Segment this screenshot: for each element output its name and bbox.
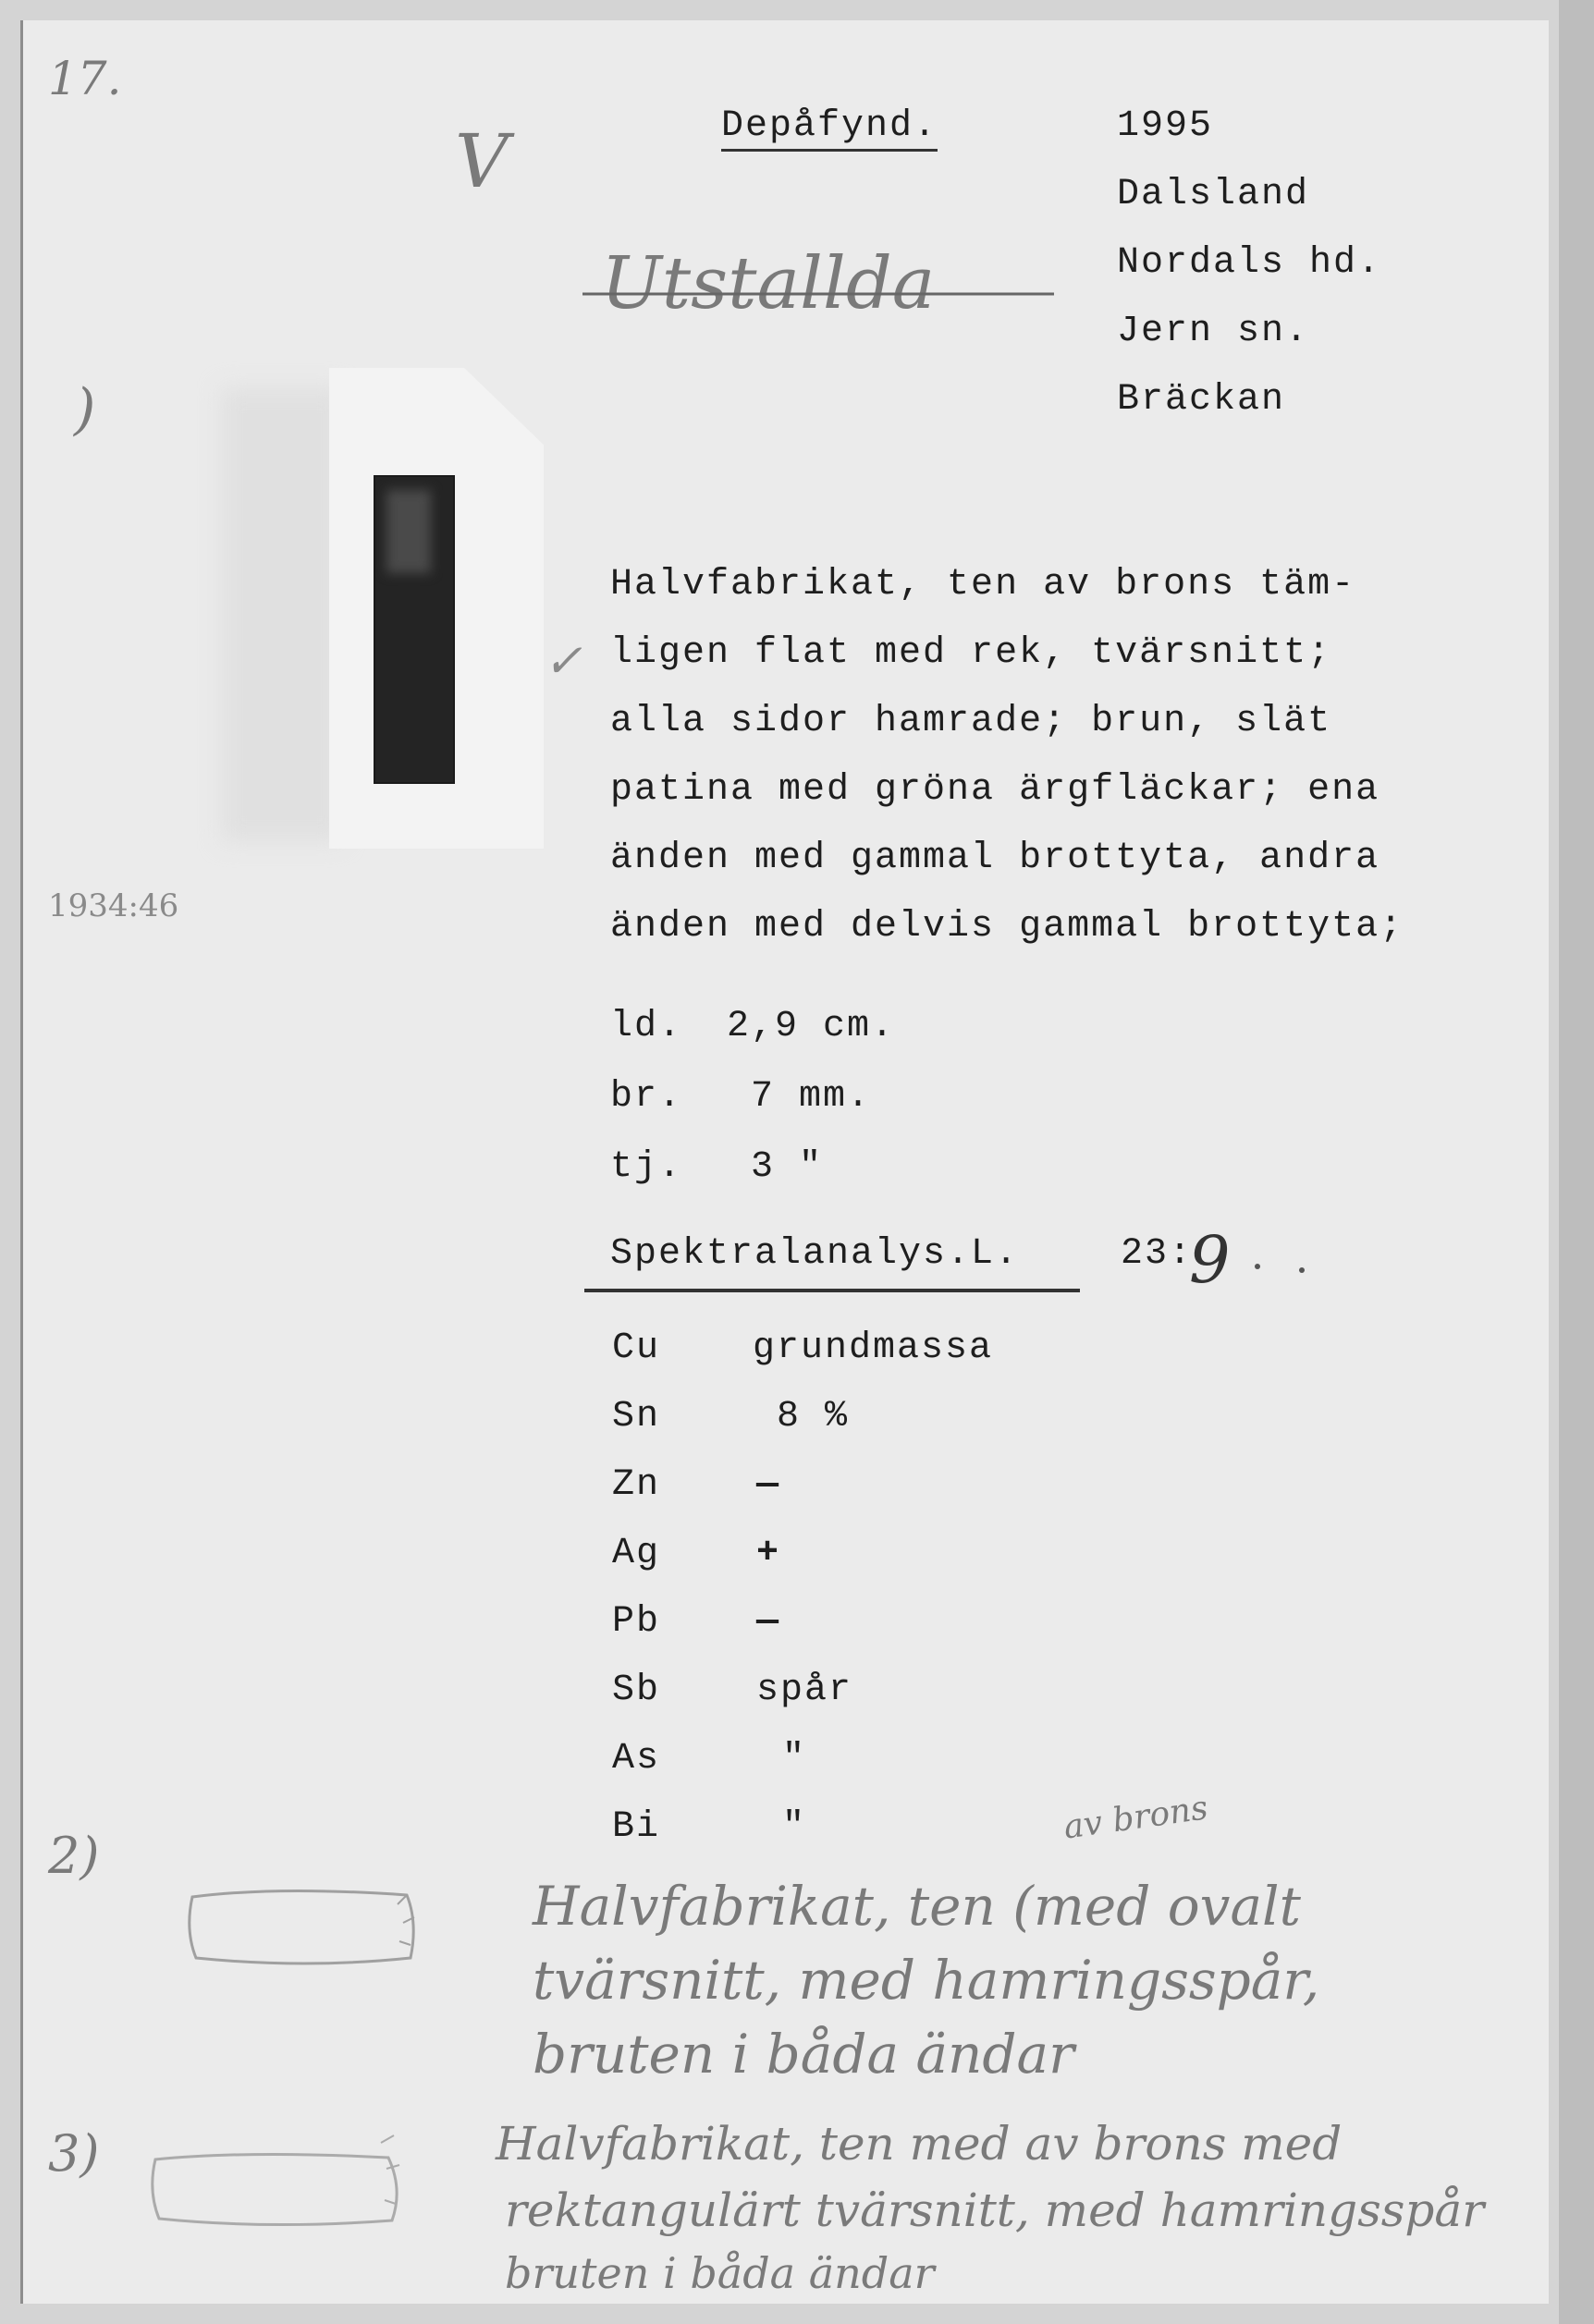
element-symbol: Bi	[612, 1806, 661, 1848]
hundred: Nordals hd.	[1117, 242, 1382, 284]
description-line: Halvfabrikat, ten av brons täm-	[610, 564, 1356, 605]
handwritten-line: Halvfabrikat, ten (med ovalt	[533, 1875, 1301, 1938]
analysis-number-hand: 9	[1189, 1222, 1231, 1298]
note-marker-2: 2)	[48, 1827, 100, 1885]
element-symbol: Sn	[612, 1396, 661, 1437]
description-check: ✓	[544, 634, 582, 688]
element-value: +	[756, 1533, 781, 1574]
analysis-heading: Spektralanalys.L.	[610, 1233, 1020, 1275]
find-number: 1995	[1117, 105, 1214, 147]
corner-number: 17.	[48, 52, 122, 105]
element-symbol: Sb	[612, 1670, 661, 1711]
description-line: ligen flat med rek, tvärsnitt;	[610, 632, 1332, 674]
element-symbol: Cu	[612, 1327, 661, 1369]
insert-note: av brons	[1061, 1789, 1210, 1847]
inventory-number: 1934:46	[48, 887, 179, 924]
dimension-label: br.	[610, 1076, 683, 1118]
handwritten-line: rektangulärt tvärsnitt, med hamringsspår	[505, 2183, 1485, 2237]
element-value: "	[782, 1806, 807, 1848]
element-symbol: Zn	[612, 1464, 661, 1506]
dimension-value: 7 mm.	[751, 1076, 872, 1118]
description-line: patina med gröna ärgfläckar; ena	[610, 769, 1380, 811]
element-value: —	[756, 1601, 781, 1643]
element-symbol: As	[612, 1738, 661, 1780]
note-marker-3: 3)	[48, 2124, 100, 2183]
element-value: grundmassa	[753, 1327, 994, 1369]
card-title: Depåfynd.	[721, 105, 938, 152]
handwritten-line: bruten i båda ändar	[505, 2248, 935, 2298]
place: Bräckan	[1117, 379, 1286, 421]
handwritten-line: Halvfabrikat, ten med av brons med	[496, 2117, 1343, 2171]
element-symbol: Pb	[612, 1601, 661, 1643]
parish: Jern sn.	[1117, 311, 1310, 352]
description-line: änden med delvis gammal brottyta;	[610, 906, 1404, 948]
note-marker-1: )	[74, 377, 96, 442]
struck-place: Utstallda	[601, 242, 936, 325]
handwritten-line: bruten i båda ändar	[533, 2023, 1074, 2085]
element-value: "	[782, 1738, 807, 1780]
dimension-value: 2,9 cm.	[727, 1006, 896, 1047]
analysis-number: 23:	[1121, 1233, 1194, 1275]
description-line: änden med gammal brottyta, andra	[610, 838, 1380, 879]
dimension-label: ld.	[610, 1006, 683, 1047]
element-value: —	[756, 1464, 781, 1506]
province: Dalsland	[1117, 174, 1310, 215]
handwritten-line: tvärsnitt, med hamringsspår,	[533, 1949, 1320, 2012]
description-line: alla sidor hamrade; brun, slät	[610, 701, 1332, 742]
dimension-label: tj.	[610, 1146, 683, 1188]
element-value: 8 %	[777, 1396, 850, 1437]
checkmark-top: V	[455, 118, 509, 204]
element-symbol: Ag	[612, 1533, 661, 1574]
element-value: spår	[756, 1670, 853, 1711]
dimension-value: 3 "	[751, 1146, 824, 1188]
